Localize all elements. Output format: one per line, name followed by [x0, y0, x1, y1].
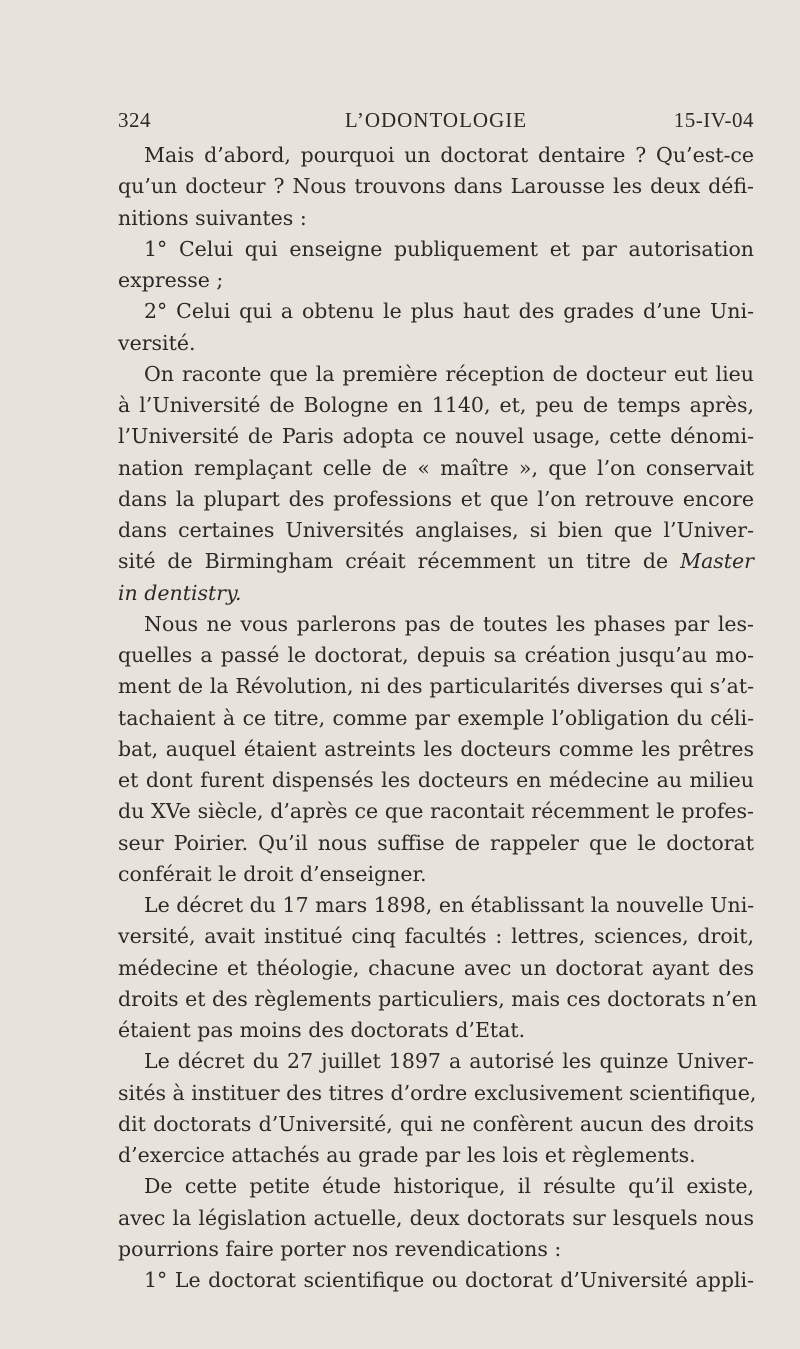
- line-text: d’exercice attachés au grade par les lois et règlements.: [118, 1143, 696, 1167]
- line-text: sité de Birmingham créait récemment un titre de: [118, 549, 669, 574]
- line-text: qu’un docteur ? Nous trouvons dans Larousse les deux défi-: [118, 174, 754, 199]
- line-text: De cette petite étude historique, il résulte qu’il existe,: [144, 1174, 754, 1199]
- line-text: et dont furent dispensés les docteurs en médecine au milieu: [118, 768, 754, 792]
- text-line: [118, 765, 754, 796]
- text-line: [118, 796, 754, 827]
- line-text: ment de la Révolution, ni des particularités diverses qui s’at-: [118, 674, 754, 699]
- text-line: [118, 640, 754, 671]
- text-line: [118, 1203, 754, 1234]
- line-text: médecine et théologie, chacune avec un doctorat ayant des: [118, 955, 754, 980]
- line-text: 1° Le doctorat scientifique ou doctorat d’Université appli-: [144, 1268, 754, 1292]
- text-line: [118, 703, 754, 734]
- line-text: dans certaines Universités anglaises, si bien que l’Univer-: [118, 518, 754, 542]
- line-text: expresse ;: [118, 268, 224, 292]
- text-line: [118, 1046, 754, 1077]
- line-text: 1° Celui qui enseigne publiquement et par autorisation: [144, 236, 754, 261]
- text-line: [118, 484, 754, 515]
- line-text: versité, avait institué cinq facultés : lettres, sciences, droit,: [118, 924, 754, 949]
- text-line: [118, 140, 754, 171]
- text-line: [118, 921, 754, 952]
- text-line: [118, 421, 754, 452]
- text-line: [118, 546, 754, 577]
- line-text: bat, auquel étaient astreints les docteurs comme les prêtres: [118, 736, 754, 761]
- text-line: [118, 296, 754, 327]
- text-line: [118, 1109, 754, 1140]
- line-text: droits et des règlements particuliers, mais ces doctorats n’en: [118, 986, 758, 1011]
- line-text: l’Université de Paris adopta ce nouvel usage, cette dénomi-: [118, 424, 754, 449]
- line-text: dans la plupart des professions et que l’on retrouve encore: [118, 486, 754, 511]
- line-text: avec la législation actuelle, deux doctorats sur lesquels nous: [118, 1205, 754, 1230]
- text-line: [118, 171, 754, 202]
- line-text: dit doctorats d’Université, qui ne confèrent aucun des droits: [118, 1111, 754, 1136]
- text-line: [118, 984, 758, 1015]
- issue-date: 15-IV-04: [673, 108, 754, 132]
- text-line: [118, 265, 754, 296]
- line-text: pourrions faire porter nos revendications :: [118, 1236, 562, 1261]
- text-line: [118, 390, 754, 421]
- text-line: [118, 515, 754, 546]
- text-line: [118, 1265, 754, 1296]
- line-text: Le décret du 27 juillet 1897 a autorisé les quinze Univer-: [144, 1049, 754, 1074]
- text-line: [118, 609, 754, 640]
- line-text: nation remplaçant celle de « maître », que l’on conservait: [118, 455, 754, 480]
- text-line: [118, 1078, 757, 1109]
- line-text: tachaient à ce titre, comme par exemple l’obligation du céli-: [118, 705, 754, 730]
- text-line: [118, 734, 754, 765]
- text-line: [118, 671, 754, 702]
- text-line: [118, 359, 754, 390]
- italic-text: Master: [680, 549, 754, 574]
- text-line: [118, 328, 754, 359]
- text-line: [118, 890, 754, 921]
- line-text: Le décret du 17 mars 1898, en établissant la nouvelle Uni-: [144, 893, 755, 917]
- line-text: Mais d’abord, pourquoi un doctorat dentaire ? Qu’est-ce: [144, 143, 754, 167]
- italic-text: in dentistry.: [118, 580, 242, 605]
- text-line: [118, 234, 754, 265]
- line-text: sités à instituer des titres d’ordre exclusivement scientifique,: [118, 1080, 757, 1105]
- text-line: [118, 578, 754, 609]
- line-text: On raconte que la première réception de docteur eut lieu: [144, 361, 754, 386]
- line-text: Nous ne vous parlerons pas de toutes les phases par les-: [144, 611, 754, 636]
- text-line: [118, 453, 754, 484]
- text-line: [118, 203, 754, 234]
- line-text: 2° Celui qui a obtenu le plus haut des grades d’une Uni-: [144, 299, 754, 324]
- body-text: [118, 140, 758, 1296]
- page-header: [118, 108, 754, 136]
- line-text: quelles a passé le doctorat, depuis sa création jusqu’au mo-: [118, 643, 754, 667]
- page-number: 324: [118, 108, 151, 132]
- line-text: nitions suivantes :: [118, 205, 307, 230]
- line-text: versité.: [118, 330, 196, 355]
- text-line: [118, 953, 754, 984]
- text-line: [118, 1015, 754, 1046]
- text-line: [118, 828, 754, 859]
- line-text: du XVe siècle, d’après ce que racontait récemment le profes-: [118, 799, 754, 824]
- text-line: [118, 1234, 754, 1265]
- line-text: à l’Université de Bologne en 1140, et, peu de temps après,: [118, 393, 754, 417]
- line-text: seur Poirier. Qu’il nous suffise de rappeler que le doctorat: [118, 830, 754, 855]
- line-text: étaient pas moins des doctorats d’Etat.: [118, 1018, 526, 1042]
- text-line: [118, 859, 754, 890]
- text-line: [118, 1140, 754, 1171]
- text-line: [118, 1171, 754, 1202]
- line-text: conférait le droit d’enseigner.: [118, 861, 427, 886]
- running-title: L’ODONTOLOGIE: [344, 108, 528, 132]
